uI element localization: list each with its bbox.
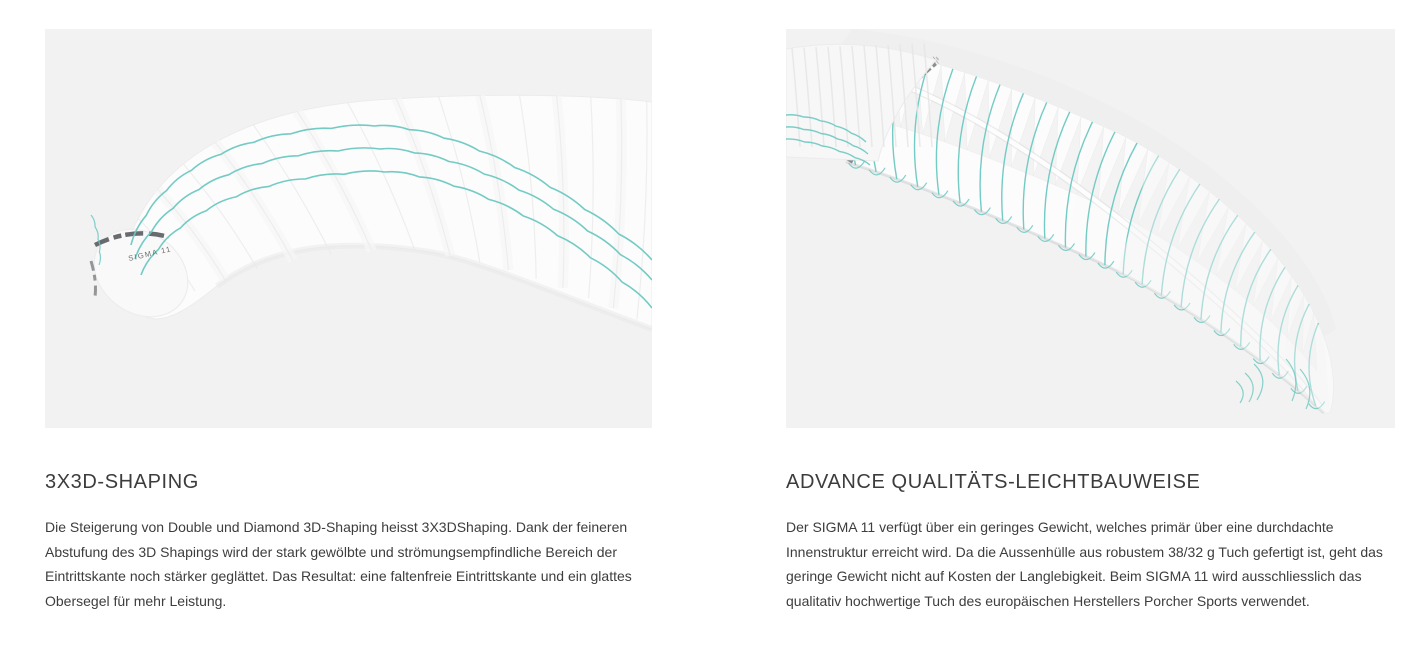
paraglider-structure-render bbox=[786, 29, 1395, 428]
feature-description-3x3d-shaping: Die Steigerung von Double und Diamond 3D-Shaping heisst 3X3DShaping. Dank der feineren Abstufung des 3D Shapings wird der stark gewölbte und strömungsempfindliche Bereich der Eintrittskante noch stärker geglättet. Das Resultat: eine faltenfreie Eintrittskante und ein glattes Obersegel für mehr Leistung. bbox=[45, 519, 632, 609]
paraglider-leading-edge-image bbox=[45, 29, 652, 428]
feature-title-3x3d-shaping: 3X3D-SHAPING bbox=[45, 471, 199, 493]
paraglider-shaping-render bbox=[45, 29, 652, 428]
feature-card-3x3d-shaping bbox=[45, 29, 652, 613]
wing-brand-label: SIGMA 11 bbox=[127, 244, 173, 263]
feature-description-leichtbauweise: Der SIGMA 11 verfügt über ein geringes Gewicht, welches primär über eine durchdachte Innenstruktur erreicht wird. Da die Aussenhülle aus robustem 38/32 g Tuch gefertigt ist, geht das geringe Gewicht nicht auf Kosten der Langlebigkeit. Beim SIGMA 11 wird ausschliesslich das qualitativ hochwertige Tuch des europäischen Herstellers Porcher Sports verwendet. bbox=[786, 519, 1383, 609]
paraglider-inner-structure-image bbox=[786, 29, 1395, 428]
wing-structure-art bbox=[786, 29, 1395, 428]
feature-card-leichtbauweise bbox=[786, 29, 1395, 613]
feature-title-leichtbauweise: ADVANCE QUALITÄTS-LEICHTBAUWEISE bbox=[786, 471, 1201, 493]
wing-render-art bbox=[45, 29, 652, 428]
